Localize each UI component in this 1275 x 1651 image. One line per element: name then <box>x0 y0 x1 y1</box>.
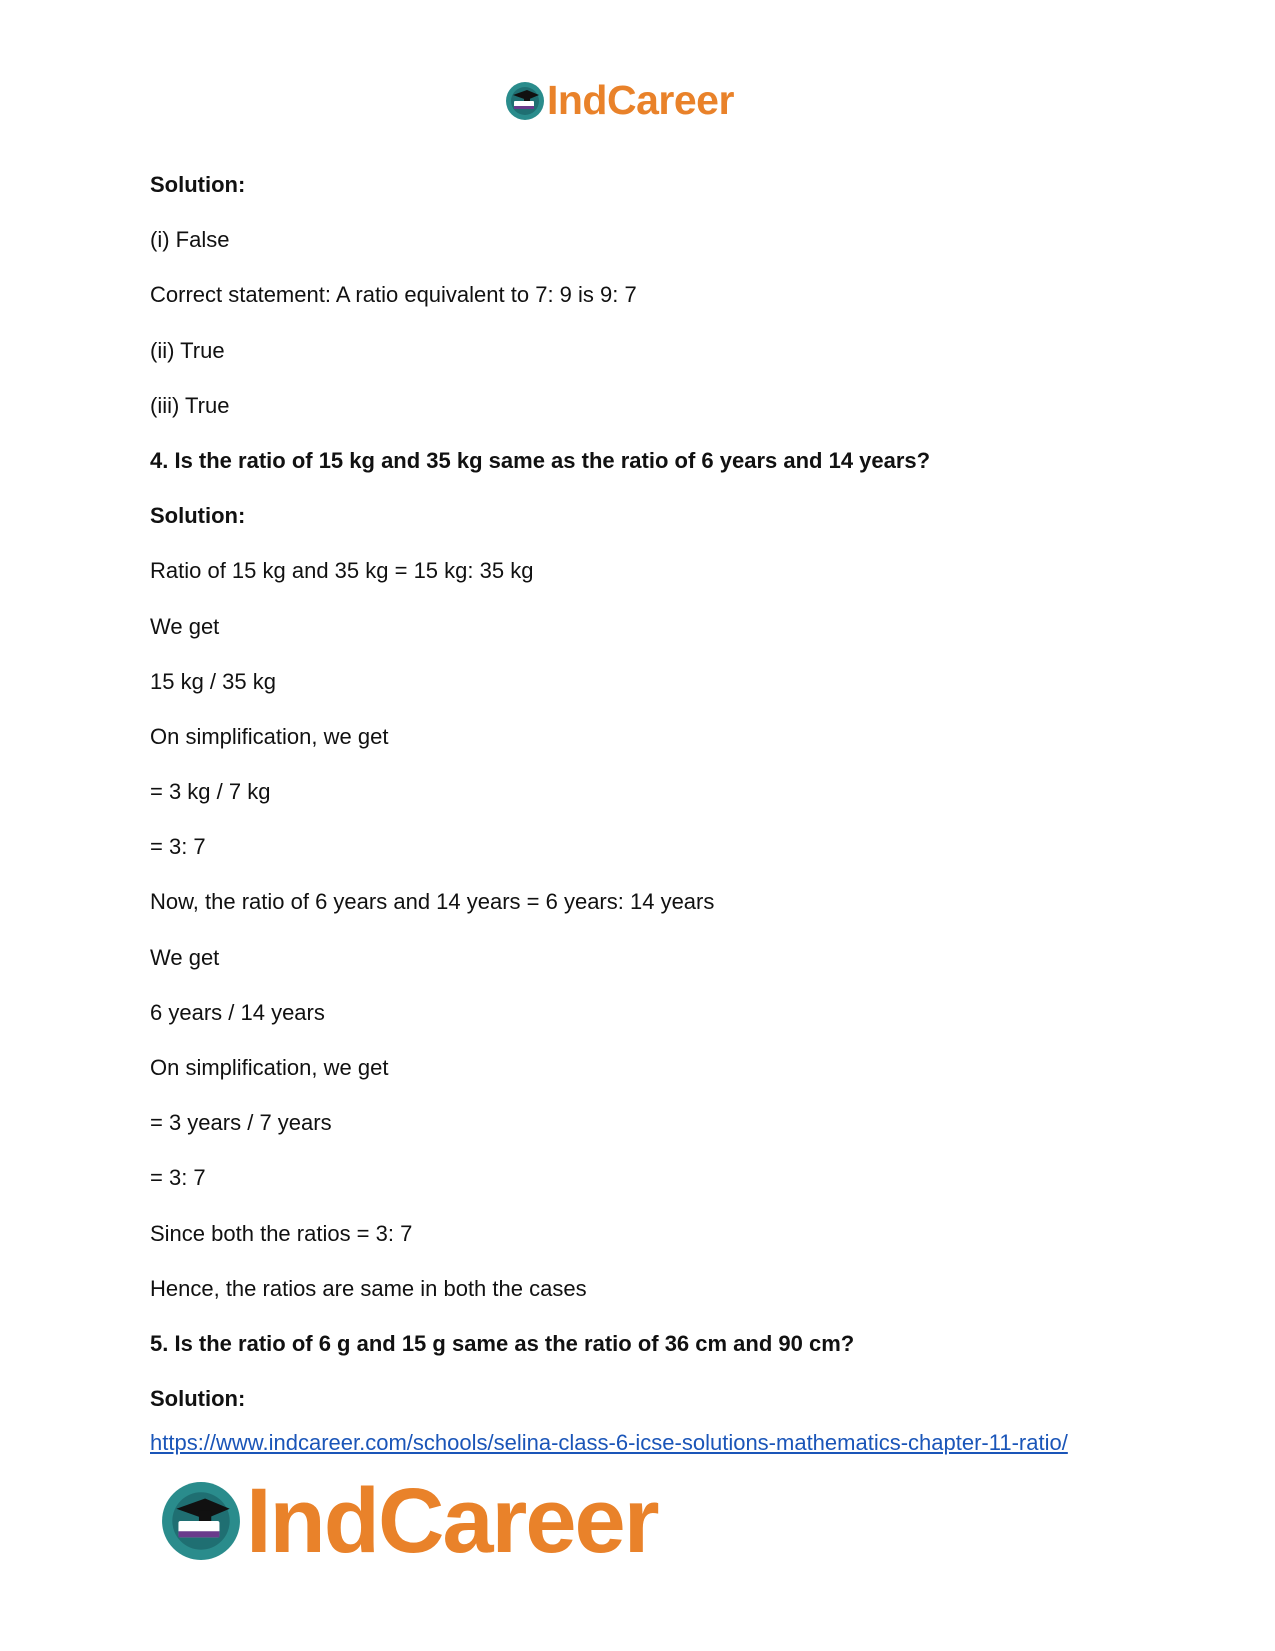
text-line: Now, the ratio of 6 years and 14 years = 6 years: 14 years <box>150 889 715 915</box>
source-link[interactable]: https://www.indcareer.com/schools/selina-class-6-icse-solutions-mathematics-chapter-11-ratio/ <box>150 1430 1068 1455</box>
text-line: = 3: 7 <box>150 834 206 860</box>
logo-text: IndCareer <box>246 1470 658 1572</box>
graduation-book-icon <box>505 81 545 121</box>
header-logo <box>505 77 734 123</box>
heading-line: 5. Is the ratio of 6 g and 15 g same as the ratio of 36 cm and 90 cm? <box>150 1330 855 1356</box>
text-line: We get <box>150 944 220 970</box>
text-line: Ratio of 15 kg and 35 kg = 15 kg: 35 kg <box>150 558 534 584</box>
graduation-book-icon <box>160 1480 242 1562</box>
text-line: (ii) True <box>150 337 225 363</box>
text-line: 6 years / 14 years <box>150 999 325 1025</box>
text-line: 15 kg / 35 kg <box>150 668 276 694</box>
footer-logo <box>160 1470 658 1572</box>
heading-line: Solution: <box>150 1386 246 1412</box>
text-line: We get <box>150 613 220 639</box>
text-line: (i) False <box>150 227 230 253</box>
document-body <box>150 172 1200 1441</box>
heading-line: Solution: <box>150 503 246 529</box>
heading-line: 4. Is the ratio of 15 kg and 35 kg same as the ratio of 6 years and 14 years? <box>150 447 931 473</box>
text-line: Correct statement: A ratio equivalent to 7: 9 is 9: 7 <box>150 282 637 308</box>
text-line: Hence, the ratios are same in both the cases <box>150 1275 587 1301</box>
text-line: On simplification, we get <box>150 723 389 749</box>
text-line: Since both the ratios = 3: 7 <box>150 1220 413 1246</box>
logo-text: IndCareer <box>547 77 734 123</box>
text-line: = 3: 7 <box>150 1165 206 1191</box>
text-line: On simplification, we get <box>150 1055 389 1080</box>
heading-line: Solution: <box>150 172 246 197</box>
text-line: = 3 kg / 7 kg <box>150 779 271 805</box>
text-line: = 3 years / 7 years <box>150 1110 332 1136</box>
text-line: (iii) True <box>150 392 230 418</box>
